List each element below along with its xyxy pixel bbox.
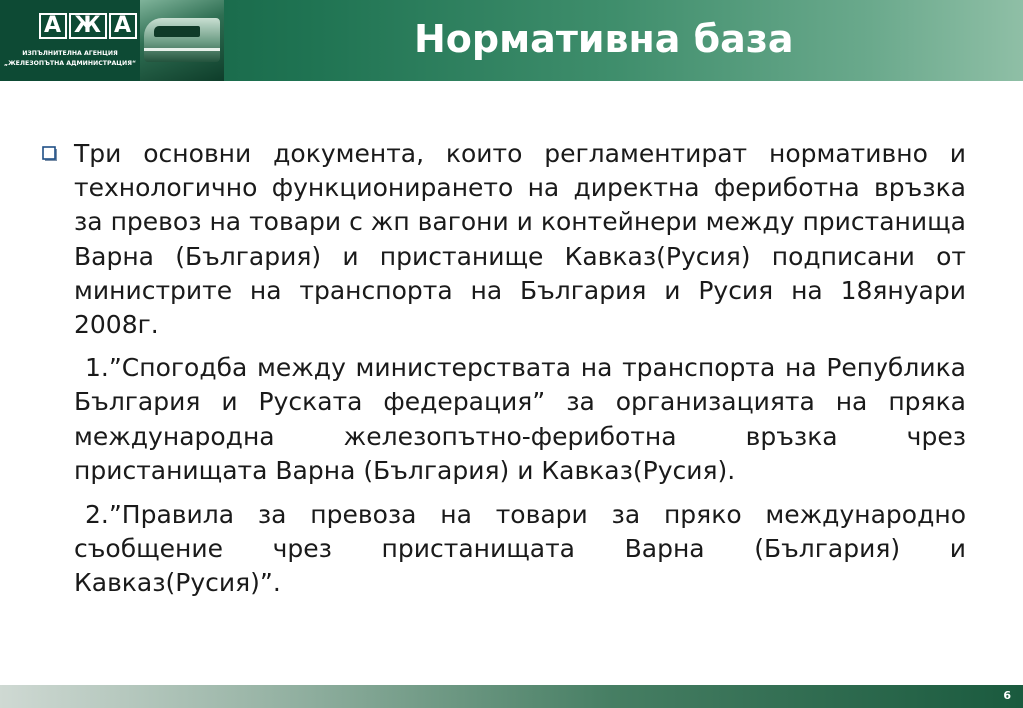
agency-logo: [0, 0, 140, 81]
slide-body: [74, 137, 966, 601]
document-item-1: 1.”Спогодба между министерствата на транспорта на Република България и Руската федерация” за организацията на пряка международна железопътно-фериботна връзка чрез пристанищата Варна (България) и Кавказ(Русия).: [74, 353, 966, 485]
logo-letter: А: [39, 13, 67, 39]
logo-caption-line2: „ЖЕЛЕЗОПЪТНА АДМИНИСТРАЦИЯ“: [4, 60, 137, 67]
page-number: 6: [1003, 689, 1011, 702]
train-body-shape: [144, 18, 220, 62]
hollow-square-icon: [42, 146, 58, 162]
logo-letter: А: [109, 13, 137, 39]
train-stripe-shape: [144, 48, 220, 51]
intro-paragraph: Три основни документа, които регламентират нормативно и технологично функционирането на директна фериботна връзка за превоз на товари с жп вагони и контейнери между пристанища Варна (България) и пристанище Кавказ(Русия) подписани от министрите на транспорта на България и Русия на 18януари 2008г.: [74, 139, 966, 340]
bullet-square: [43, 147, 55, 159]
logo-letter: Ж: [69, 13, 107, 39]
slide-footer: [0, 685, 1023, 708]
train-window-shape: [154, 26, 200, 37]
logo-mark: [38, 12, 138, 40]
train-photo: [140, 0, 224, 81]
document-item-2: 2.”Правила за превоза на товари за пряко международно съобщение чрез пристанищата Варна (България) и Кавказ(Русия)”.: [74, 500, 966, 598]
slide-header: [0, 0, 1023, 81]
logo-caption-line1: ИЗПЪЛНИТЕЛНА АГЕНЦИЯ: [22, 50, 118, 57]
slide-title: Нормативна база: [414, 17, 794, 61]
